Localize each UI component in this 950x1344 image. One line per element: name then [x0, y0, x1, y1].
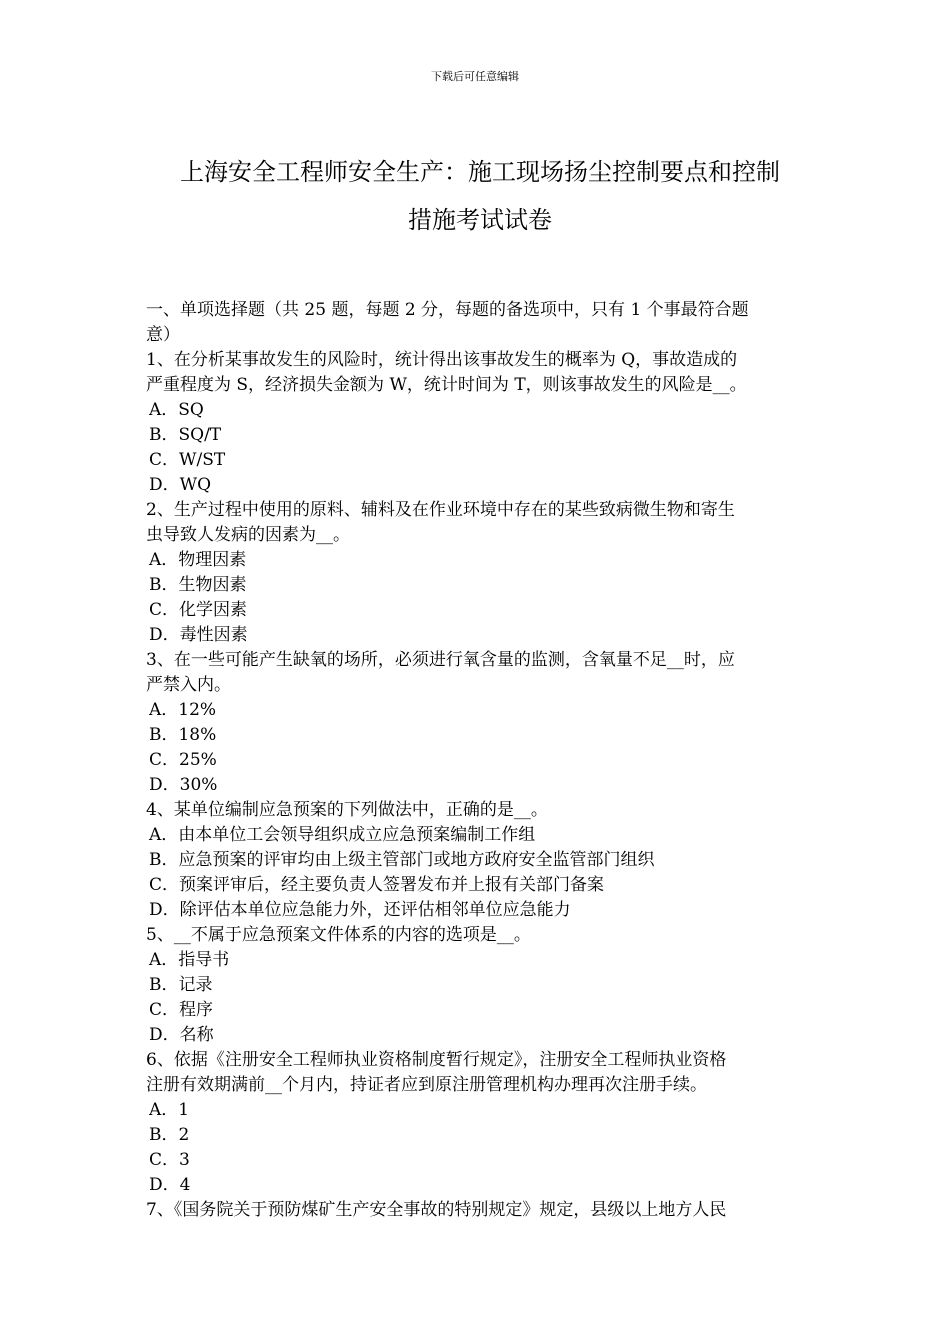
option-b: B．生物因素	[149, 575, 247, 595]
exam-content	[146, 298, 810, 1223]
option-d: D．毒性因素	[149, 625, 248, 645]
question-text: 4、某单位编制应急预案的下列做法中，正确的是__。	[146, 800, 548, 820]
option-c: C．化学因素	[149, 600, 248, 620]
question-text: 2、生产过程中使用的原料、辅料及在作业环境中存在的某些致病微生物和寄生	[146, 500, 735, 520]
title-line-1: 上海安全工程师安全生产：施工现场扬尘控制要点和控制	[180, 158, 780, 186]
option-b: B．18%	[149, 725, 217, 745]
question-text: 严重程度为 S，经济损失金额为 W，统计时间为 T，则该事故发生的风险是__。	[146, 375, 747, 395]
question-text: 严禁入内。	[146, 675, 231, 695]
option-d: D．4	[149, 1175, 191, 1195]
question-text: 1、在分析某事故发生的风险时，统计得出该事故发生的概率为 Q，事故造成的	[146, 350, 738, 370]
option-a: A．指导书	[149, 950, 230, 970]
option-d: D．WQ	[149, 475, 212, 495]
option-c: C．程序	[149, 1000, 214, 1020]
question-7	[146, 1198, 810, 1223]
question-text: 虫导致人发病的因素为__。	[146, 525, 350, 545]
question-3	[146, 648, 810, 798]
option-c: C．预案评审后，经主要负责人签署发布并上报有关部门备案	[149, 875, 605, 895]
option-b: B．记录	[149, 975, 213, 995]
section-heading-line-1: 一、单项选择题（共 25 题，每题 2 分，每题的备选项中，只有 1 个事最符合题	[146, 300, 749, 320]
question-text: 6、依据《注册安全工程师执业资格制度暂行规定》，注册安全工程师执业资格	[146, 1050, 727, 1070]
question-5	[146, 923, 810, 1048]
option-a: A．物理因素	[149, 550, 247, 570]
option-a: A．SQ	[149, 400, 204, 420]
option-c: C．W/ST	[149, 450, 226, 470]
option-c: C．3	[149, 1150, 190, 1170]
option-c: C．25%	[149, 750, 217, 770]
header-note: 下载后可任意编辑	[431, 70, 519, 83]
question-text: 注册有效期满前__个月内，持证者应到原注册管理机构办理再次注册手续。	[146, 1075, 707, 1095]
question-2	[146, 498, 810, 648]
option-a: A．12%	[149, 700, 217, 720]
question-text: 5、__不属于应急预案文件体系的内容的选项是__。	[146, 925, 531, 945]
page-title	[150, 148, 810, 244]
option-a: A．由本单位工会领导组织成立应急预案编制工作组	[149, 825, 536, 845]
title-line-2: 措施考试试卷	[408, 206, 552, 234]
option-b: B．SQ/T	[149, 425, 222, 445]
option-a: A．1	[149, 1100, 190, 1120]
question-text: 7、《国务院关于预防煤矿生产安全事故的特别规定》规定，县级以上地方人民	[146, 1200, 727, 1220]
question-4	[146, 798, 810, 923]
option-d: D．30%	[149, 775, 218, 795]
option-b: B．应急预案的评审均由上级主管部门或地方政府安全监管部门组织	[149, 850, 655, 870]
question-1	[146, 348, 810, 498]
option-b: B．2	[149, 1125, 190, 1145]
option-d: D．除评估本单位应急能力外，还评估相邻单位应急能力	[149, 900, 571, 920]
question-6	[146, 1048, 810, 1198]
section-heading-line-2: 意）	[146, 325, 180, 345]
question-text: 3、在一些可能产生缺氧的场所，必须进行氧含量的监测，含氧量不足__时，应	[146, 650, 735, 670]
option-d: D．名称	[149, 1025, 214, 1045]
